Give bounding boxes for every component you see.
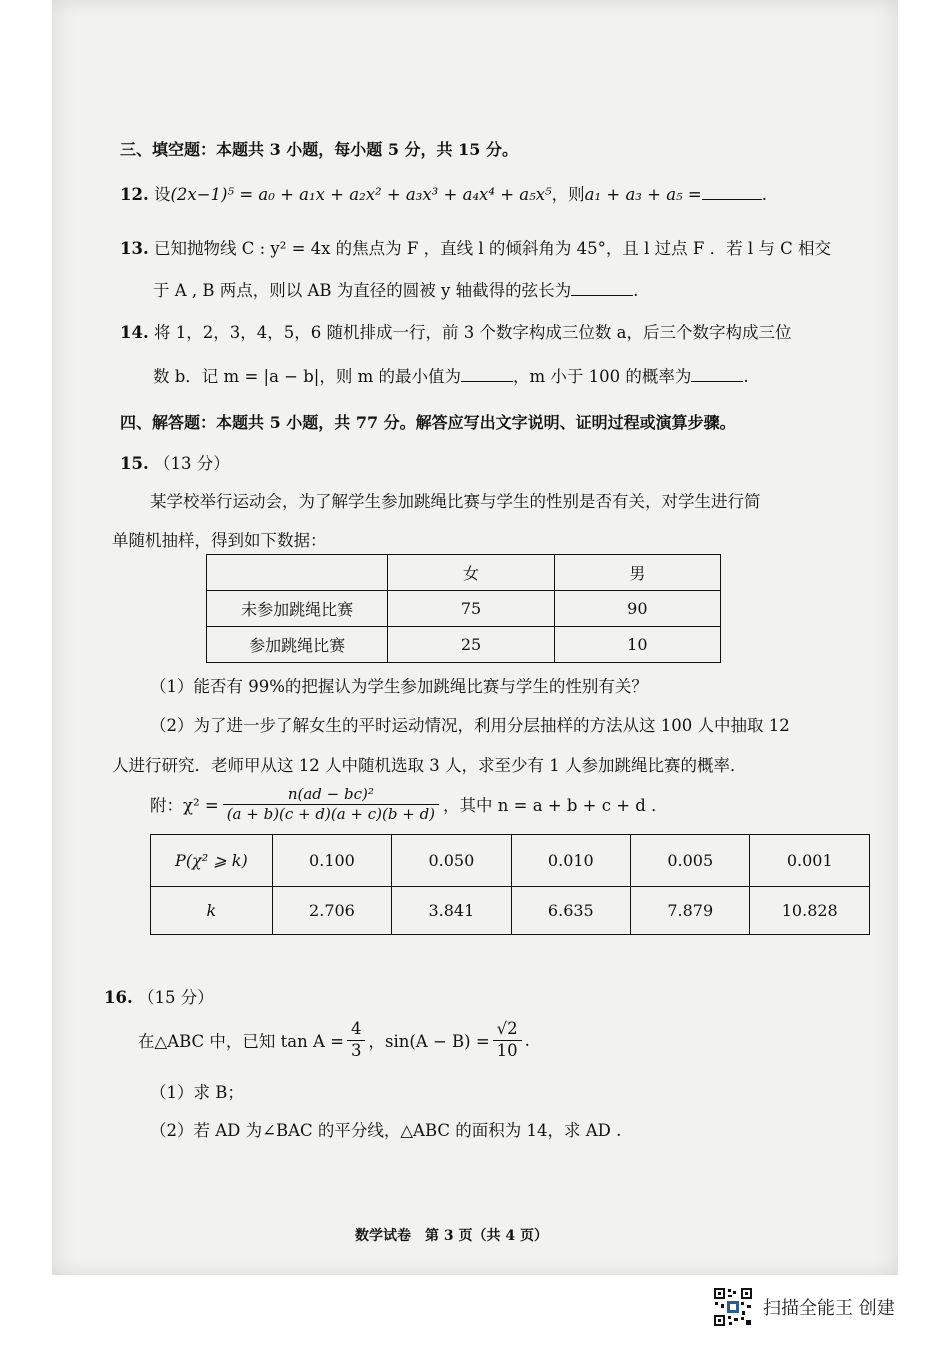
question-score: （15 分） [137,988,214,1007]
q14-line2b: ，m 小于 100 的概率为 [512,367,692,387]
question-number: 12. [120,185,149,205]
table-cell: 90 [554,591,720,627]
question-number: 15. [120,454,149,473]
table-row [151,835,870,887]
table-cell: 25 [388,627,554,663]
table-cell: 0.010 [511,835,630,887]
answer-blank[interactable] [691,363,743,382]
q12-ask: a₁ + a₃ + a₅ = [584,185,702,205]
question-13-line-1 [120,235,831,259]
q16-intro [138,1019,530,1061]
section-4-heading: 四、解答题：本题共 5 小题，共 77 分。解答应写出文字说明、证明过程或演算步骤。 [120,413,736,432]
table-cell: 75 [388,591,554,627]
table-row-label: P(χ² ⩾ k) [151,835,273,887]
chi-square-fraction [223,785,439,824]
table-row [207,627,721,663]
table-header-cell: 女 [388,555,554,591]
answer-blank[interactable] [702,181,762,200]
q14-line1: 将 1，2，3，4，5，6 随机排成一行，前 3 个数字构成三位数 a，后三个数字构成三位 [153,323,792,342]
q15-subquestion-1: （1）能否有 99%的把握认为学生参加跳绳比赛与学生的性别有关？ [150,677,648,696]
table-cell: 0.005 [631,835,750,887]
fraction-numerator: 4 [347,1019,366,1041]
question-number: 16. [104,988,133,1007]
q14-end: . [743,367,749,387]
table-cell: 未参加跳绳比赛 [207,591,388,627]
table-cell: 0.001 [750,835,870,887]
data-table [206,554,721,663]
question-14-line-1 [120,319,792,343]
q12-expression: (2x−1)⁵ = a₀ + a₁x + a₂x² + a₃x³ + a₄x⁴ + a₅x⁵ [170,185,552,205]
q12-lead: 设 [153,185,171,205]
question-12 [120,181,767,205]
page-footer: 数学试卷 第 3 页（共 4 页） [355,1228,548,1244]
table-cell: 0.050 [392,835,511,887]
question-15-header [120,450,230,474]
q15-subquestion-2b: 人进行研究．老师甲从这 12 人中随机选取 3 人，求至少有 1 人参加跳绳比赛的概率． [112,756,747,775]
chi-square-critical-table [150,834,870,935]
fraction-denominator: 10 [496,1040,518,1060]
table-row [207,591,721,627]
qr-code-icon [713,1287,753,1327]
table-cell: 参加跳绳比赛 [207,627,388,663]
question-13-line-2 [153,277,638,301]
q12-end: . [761,185,767,205]
fraction-numerator: n(ad − bc)² [223,785,439,805]
fraction-denominator: (a + b)(c + d)(a + c)(b + d) [226,804,436,823]
chi-square-formula [150,785,668,824]
q14-line2a: 数 b．记 m = |a − b|，则 m 的最小值为 [153,367,461,387]
table-cell: 0.100 [272,835,391,887]
question-14-line-2 [153,363,749,387]
q13-line1: 已知抛物线 C : y² = 4x 的焦点为 F ，直线 l 的倾斜角为 45°，且 l 过点 F ．若 l 与 C 相交 [153,239,831,258]
table-header-cell: 男 [554,555,720,591]
q16-subquestion-2: （2）若 AD 为∠BAC 的平分线，△ABC 的面积为 14，求 AD . [150,1121,622,1140]
table-row-label: k [151,887,273,935]
q16-intro-end: . [524,1030,530,1050]
formula-lead: 附：χ² = [150,796,219,816]
q13-end: . [633,281,639,301]
camscanner-watermark-text: 扫描全能王 创建 [763,1298,895,1319]
answer-blank[interactable] [461,363,513,382]
table-cell: 6.635 [511,887,630,935]
q16-subquestion-1: （1）求 B； [150,1083,244,1102]
question-16-header [104,984,214,1008]
fraction-numerator: √2 [493,1019,522,1041]
q12-mid: ，则 [551,185,585,205]
table-cell: 10 [554,627,720,663]
table-row [151,887,870,935]
table-cell: 3.841 [392,887,511,935]
table-cell: 10.828 [750,887,870,935]
table-cell: 2.706 [272,887,391,935]
q13-line2: 于 A , B 两点，则以 AB 为直径的圆被 y 轴截得的弦长为 [153,281,572,301]
question-score: （13 分） [153,454,230,473]
q16-intro-a: 在△ABC 中，已知 tan A = [138,1032,344,1052]
q15-subquestion-2a: （2）为了进一步了解女生的平时运动情况，利用分层抽样的方法从这 100 人中抽取 12 [150,716,790,735]
sin-fraction [493,1019,522,1061]
q16-intro-b: ，sin(A − B) = [368,1032,490,1052]
q15-paragraph-2: 单随机抽样，得到如下数据： [112,531,327,550]
answer-blank[interactable] [571,277,633,296]
section-3-heading: 三、填空题：本题共 3 小题，每小题 5 分，共 15 分。 [120,140,518,159]
formula-tail: ，其中 n = a + b + c + d ． [443,796,668,816]
fraction-denominator: 3 [350,1040,362,1060]
tan-fraction [347,1019,366,1061]
q15-paragraph-1: 某学校举行运动会，为了解学生参加跳绳比赛与学生的性别是否有关，对学生进行简 [150,492,761,511]
table-cell: 7.879 [631,887,750,935]
question-number: 13. [120,239,149,258]
table-header-cell [207,555,388,591]
question-number: 14. [120,323,149,342]
